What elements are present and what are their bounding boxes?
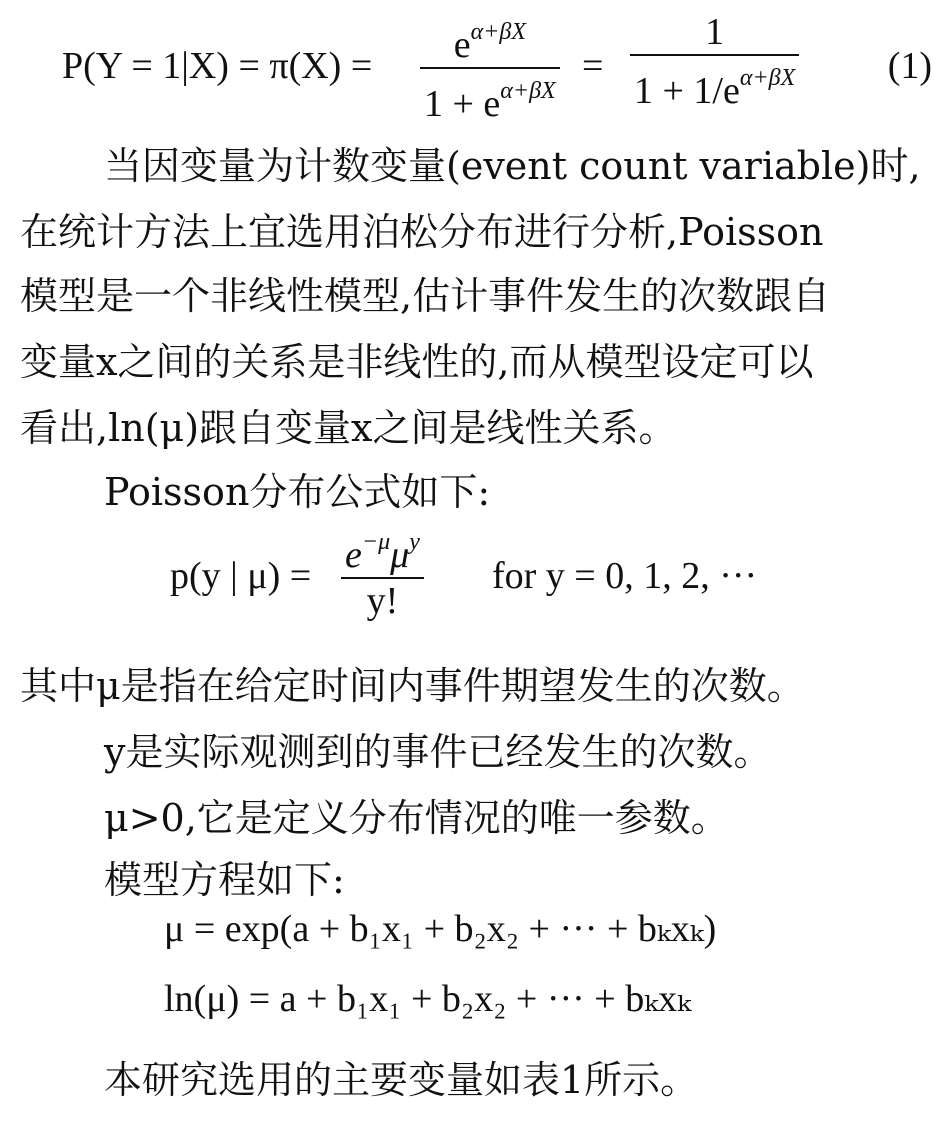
poisson-numerator-exponent: −μ — [361, 529, 391, 555]
paragraph-line-4: 变量x之间的关系是非线性的,而从模型设定可以 — [20, 340, 814, 384]
equation-2-rhs: for y = 0, 1, 2, ··· — [492, 555, 758, 597]
poisson-numerator-exponent-y: y — [409, 529, 420, 555]
paragraph-line-3: 模型是一个非线性模型,估计事件发生的次数跟自 — [20, 274, 831, 318]
fraction-b-denominator: 1 + 1/e — [634, 70, 740, 112]
closing-sentence: 本研究选用的主要变量如表1所示。 — [104, 1058, 699, 1102]
equation-1-label: (1) — [887, 45, 932, 87]
paragraph-line-5: 看出,ln(μ)跟自变量x之间是线性关系。 — [20, 406, 677, 450]
equation-2 — [170, 520, 870, 630]
fraction-b-numerator: 1 — [705, 11, 725, 53]
equation-1-equals: = — [582, 45, 604, 87]
poisson-denominator: y! — [366, 580, 399, 622]
equation-1-fraction-b — [630, 10, 799, 113]
poisson-numerator-mu: μ — [390, 534, 410, 576]
fraction-b-denominator-exponent: α+βX — [739, 65, 796, 91]
mu-parameter: μ>0,它是定义分布情况的唯一参数。 — [104, 796, 729, 840]
mu-definition: 其中μ是指在给定时间内事件期望发生的次数。 — [20, 664, 805, 708]
model-intro: 模型方程如下: — [104, 858, 345, 902]
fraction-a-numerator-exponent: α+βX — [470, 19, 526, 45]
equation-3: μ = exp(a + b₁x₁ + b₂x₂ + ··· + bₖxₖ) — [164, 908, 717, 950]
paragraph-line-1: 当因变量为计数变量(event count variable)时, — [104, 144, 921, 188]
y-definition: y是实际观测到的事件已经发生的次数。 — [104, 730, 772, 774]
equation-1-fraction-a — [420, 10, 560, 126]
equation-2-fraction — [341, 520, 424, 623]
equation-1-lhs: P(Y = 1|X) = π(X) = — [62, 45, 373, 87]
equation-1 — [62, 10, 932, 125]
equation-4: ln(μ) = a + b₁x₁ + b₂x₂ + ··· + bₖxₖ — [164, 978, 691, 1020]
paragraph-line-2: 在统计方法上宜选用泊松分布进行分析,Poisson — [20, 210, 824, 254]
fraction-a-denominator-exponent: α+βX — [500, 78, 556, 104]
fraction-a-numerator: e — [453, 24, 471, 66]
poisson-numerator-e: e — [345, 534, 362, 576]
poisson-intro: Poisson分布公式如下: — [104, 470, 491, 514]
equation-2-lhs: p(y | μ) = — [170, 555, 312, 597]
fraction-a-denominator: 1 + e — [424, 83, 501, 125]
